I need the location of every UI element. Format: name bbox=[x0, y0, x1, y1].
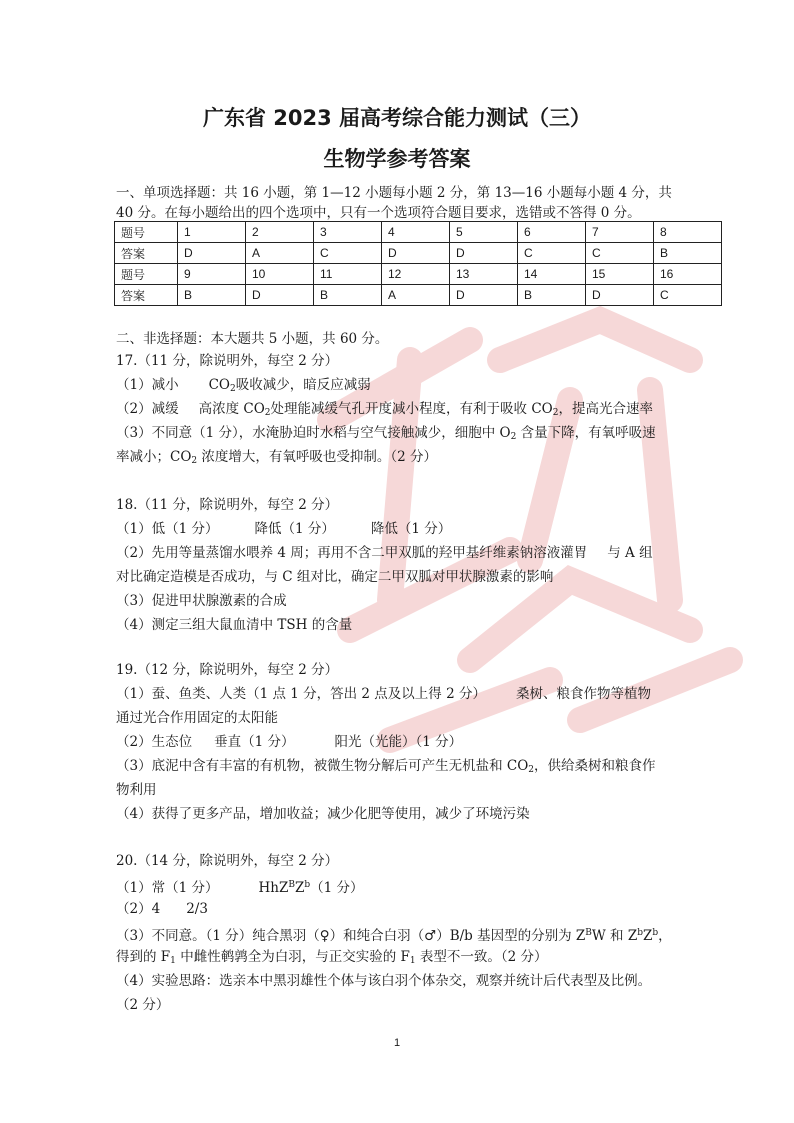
q19-answer-3-line2: 物利用 bbox=[116, 782, 157, 798]
q17-heading: 17.（11 分，除说明外，每空 2 分） bbox=[116, 353, 339, 369]
table-cell: C bbox=[314, 243, 382, 264]
q18-answer-3: （3）促进甲状腺激素的合成 bbox=[116, 593, 287, 609]
table-cell: D bbox=[586, 285, 654, 306]
table-cell: B bbox=[654, 243, 722, 264]
page-number: 1 bbox=[393, 1037, 401, 1049]
section2-heading: 二、非选择题：本大题共 5 小题，共 60 分。 bbox=[116, 331, 389, 347]
q18-heading: 18.（11 分，除说明外，每空 2 分） bbox=[116, 497, 339, 513]
q17-answer-1: （1）减小 $CO_2$吸收减少，暗反应减弱 bbox=[116, 377, 371, 394]
table-cell: B bbox=[518, 285, 586, 306]
q17-answer-3-line2: 率减小；$CO_2$ 浓度增大，有氧呼吸也受抑制。（2 分） bbox=[116, 449, 438, 466]
table-header-cell: 题号 bbox=[115, 222, 178, 243]
q19-answer-4: （4）获得了更多产品，增加收益；减少化肥等使用，减少了环境污染 bbox=[116, 806, 530, 822]
q19-answer-2: （2）生态位 垂直（1 分） 阳光（光能）（1 分） bbox=[116, 734, 463, 750]
q19-answer-3-line1: （3）底泥中含有丰富的有机物，被微生物分解后可产生无机盐和 $CO_2$，供给桑树和粮食作 bbox=[116, 758, 656, 775]
table-cell: C bbox=[586, 243, 654, 264]
table-row bbox=[115, 243, 722, 264]
table-cell: D bbox=[450, 285, 518, 306]
q18-answer-2-line2: 对比确定造模是否成功，与 C 组对比，确定二甲双胍对甲状腺激素的影响 bbox=[116, 569, 554, 585]
table-row bbox=[115, 264, 722, 285]
table-cell: D bbox=[382, 243, 450, 264]
table-header-cell: 题号 bbox=[115, 264, 178, 285]
page-title: 广东省 2023 届高考综合能力测试（三） bbox=[202, 106, 592, 130]
q20-answer-1: （1）常（1 分） $HhZ^BZ^b(1$ 分） bbox=[116, 880, 364, 896]
q17-answer-2: （2）减缓 高浓度 $CO_2$处理能减缓气孔开度减小程度，有利于吸收 $CO_2$，提高光合速率 bbox=[116, 401, 653, 418]
table-cell: 15 bbox=[586, 264, 654, 285]
table-cell: 9 bbox=[178, 264, 246, 285]
table-cell: B bbox=[314, 285, 382, 306]
table-cell: 7 bbox=[586, 222, 654, 243]
table-cell: 10 bbox=[246, 264, 314, 285]
table-cell: A bbox=[382, 285, 450, 306]
q20-answer-4-line2: （2 分） bbox=[116, 997, 170, 1013]
q19-answer-1-line2: 通过光合作用固定的太阳能 bbox=[116, 710, 278, 726]
q18-answer-1: （1）低（1 分） 降低（1 分） 降低（1 分） bbox=[116, 521, 452, 537]
answer-table bbox=[114, 221, 722, 306]
q20-answer-4-line1: （4）实验思路：选亲本中黑羽雄性个体与该白羽个体杂交，观察并统计后代表型及比例。 bbox=[116, 973, 652, 989]
page-subtitle: 生物学参考答案 bbox=[323, 147, 471, 171]
q20-answer-3-line2: 得到的 $F_1$ 中雌性鹌鹑全为白羽，与正交实验的 $F_1$ 表型不一致。（2 分） bbox=[116, 949, 548, 966]
q19-heading: 19.（12 分，除说明外，每空 2 分） bbox=[116, 662, 339, 678]
table-cell: D bbox=[246, 285, 314, 306]
table-row bbox=[115, 222, 722, 243]
table-cell: D bbox=[450, 243, 518, 264]
q20-answer-2: （2）4 2/3 bbox=[116, 901, 208, 917]
section1-instructions-line1: 一、单项选择题：共 16 小题，第 1—12 小题每小题 2 分，第 13—16 小题每小题 4 分，共 bbox=[116, 185, 672, 201]
table-cell: 14 bbox=[518, 264, 586, 285]
table-cell: 3 bbox=[314, 222, 382, 243]
table-cell: 6 bbox=[518, 222, 586, 243]
q17-answer-1a: （1）减小 bbox=[116, 377, 179, 393]
q19-answer-1-line1: （1）蚕、鱼类、人类（1 点 1 分，答出 2 点及以上得 2 分） 桑树、粮食作物等植物 bbox=[116, 686, 651, 702]
q18-answer-2-line1: （2）先用等量蒸馏水喂养 4 周；再用不含二甲双胍的羟甲基纤维素钠溶液灌胃 与 A 组 bbox=[116, 545, 653, 561]
table-cell: 8 bbox=[654, 222, 722, 243]
table-cell: 4 bbox=[382, 222, 450, 243]
section1-instructions-line2: 40 分。在每小题给出的四个选项中，只有一个选项符合题目要求，选错或不答得 0 分。 bbox=[116, 205, 641, 221]
table-cell: 13 bbox=[450, 264, 518, 285]
table-cell: A bbox=[246, 243, 314, 264]
table-cell: C bbox=[654, 285, 722, 306]
table-cell: D bbox=[178, 243, 246, 264]
table-cell: B bbox=[178, 285, 246, 306]
table-cell: 2 bbox=[246, 222, 314, 243]
table-cell: 16 bbox=[654, 264, 722, 285]
table-header-cell: 答案 bbox=[115, 285, 178, 306]
q20-heading: 20.（14 分，除说明外，每空 2 分） bbox=[116, 853, 339, 869]
table-cell: 12 bbox=[382, 264, 450, 285]
table-cell: 11 bbox=[314, 264, 382, 285]
q20-answer-3-line1: （3）不同意。（1 分）纯合黑羽（♀）和纯合白羽（♂）B/b 基因型的分别为 $Z^BW$ 和 $Z^bZ^b$， bbox=[116, 928, 672, 944]
table-cell: 5 bbox=[450, 222, 518, 243]
table-row bbox=[115, 285, 722, 306]
table-header-cell: 答案 bbox=[115, 243, 178, 264]
q17-answer-3-line1: （3）不同意（1 分），水淹胁迫时水稻与空气接触减少，细胞中 $O_2$ 含量下降，有氧呼吸速 bbox=[116, 425, 656, 442]
table-cell: 1 bbox=[178, 222, 246, 243]
q18-answer-4: （4）测定三组大鼠血清中 TSH 的含量 bbox=[116, 617, 353, 633]
table-cell: C bbox=[518, 243, 586, 264]
